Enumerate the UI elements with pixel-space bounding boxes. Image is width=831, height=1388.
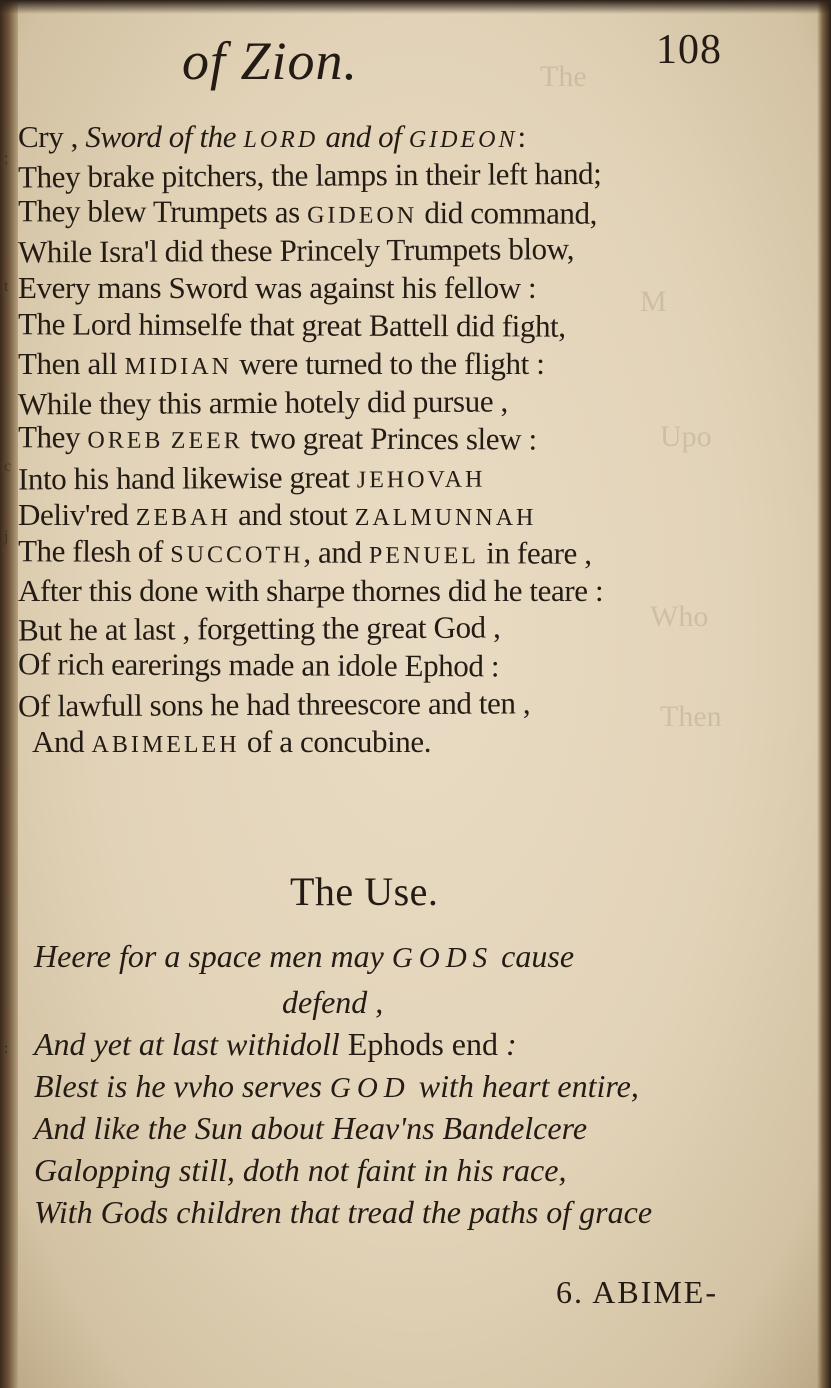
margin-mark: : [4,1040,9,1057]
use-line: And yet at last withidoll Ephods end : [34,1026,517,1062]
poem-line: Of lawfull sons he had threescore and ten , [17,685,531,724]
poem-line: Into his hand likewise great JEHOVAH [17,459,486,497]
show-through-text: Who [650,600,709,633]
use-line: Heere for a space men may GODS cause [34,938,575,974]
use-line: Blest is he vvho serves GOD with heart entire, [34,1068,639,1104]
margin-mark: c [4,458,12,475]
poem-line: The Lord himselfe that great Battell did fight, [17,306,566,344]
section-heading: The Use. [290,869,439,914]
use-line: With Gods children that tread the paths of grace [34,1194,653,1230]
running-title: of Zion. [182,31,359,91]
poem-line: Of rich earerings made an idole Ephod : [17,646,500,684]
poem-body [18,118,818,761]
poem-line: And ABIMELEH of a concubine. [32,723,432,759]
poem-line: They blew Trumpets as GIDEON did command, [17,192,598,231]
use-verse [34,935,804,1233]
show-through-text: Then [660,700,722,733]
poem-line: Cry , Sword of the LORD and of GIDEON: [18,119,526,154]
poem-line: While they this armie hotely did pursue , [17,383,508,422]
poem-line: They OREB ZEER two great Princes slew : [17,419,537,457]
use-line: And like the Sun about Heav'ns Bandelcere [34,1110,588,1146]
page-edge-shadow [817,0,831,1388]
show-through-text: The [540,60,587,93]
poem-line: While Isra'l did these Princely Trumpets blow, [17,231,575,270]
margin-mark: t [4,278,9,295]
margin-mark: j [4,528,9,545]
show-through-text: Upo [660,420,712,453]
poem-line: Then all MIDIAN were turned to the flight : [18,345,545,381]
use-line: Galopping still, doth not faint in his race, [34,1152,567,1188]
poem-line: The flesh of SUCCOTH, and PENUEL in feare , [17,533,592,571]
poem-line: They brake pitchers, the lamps in their left hand; [17,155,602,195]
use-line: defend , [282,984,384,1020]
show-through-text: M [640,285,667,318]
page-top-shadow [0,0,831,14]
page-number: 108 [656,27,722,73]
margin-mark: ; [4,150,9,167]
poem-line: But he at last , forgetting the great God , [17,609,501,648]
poem-line: Every mans Sword was against his fellow : [18,270,537,306]
page-gutter-shadow [0,0,18,1388]
catchword: 6. ABIME- [556,1274,718,1310]
poem-line: After this done with sharpe thornes did he teare : [18,572,604,608]
poem-line: Deliv'red ZEBAH and stout ZALMUNNAH [18,496,537,532]
